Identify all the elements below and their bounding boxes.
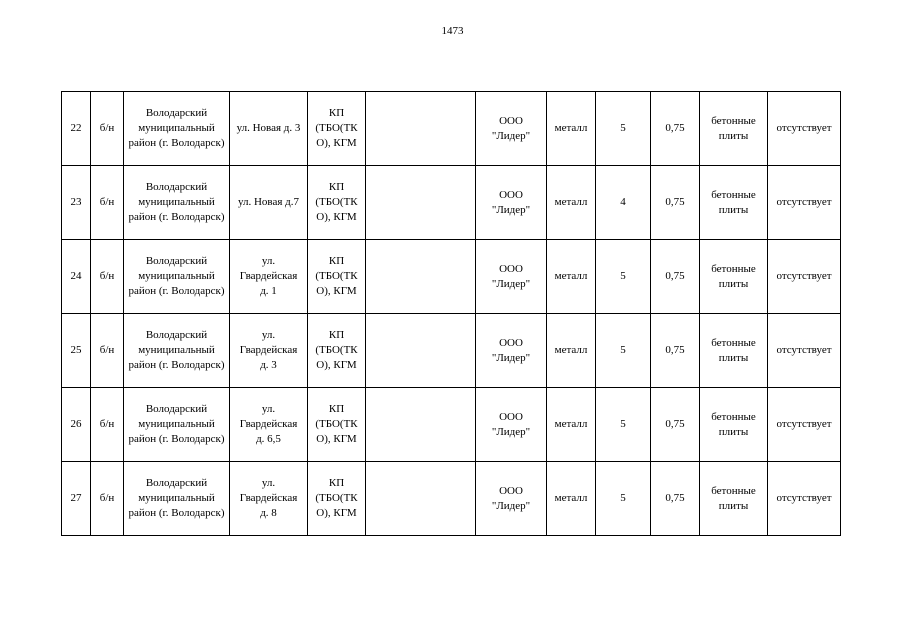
surface-type-cell [700, 388, 768, 462]
waste-type-cell [308, 240, 366, 314]
street-address-cell-line: ул. [261, 329, 276, 341]
street-address-cell-line: ул. [261, 477, 276, 489]
container-volume-cell: 0,75 [651, 462, 700, 536]
container-count-cell: 5 [596, 92, 651, 166]
container-material-cell: металл [547, 166, 596, 240]
waste-type-cell-line: КП [328, 403, 345, 415]
district-cell: Володарский муниципальный район (г. Володарск) [124, 92, 230, 166]
operator-company-cell-line: ООО [499, 262, 523, 275]
surface-type-cell-line: плиты [718, 277, 749, 290]
surface-type-cell-line: плиты [718, 499, 749, 512]
operator-company-cell [476, 240, 547, 314]
waste-type-cell-line: КП [328, 107, 345, 119]
blank-cell [366, 462, 476, 536]
operator-company-cell-line: ООО [499, 114, 523, 127]
surface-type-cell-line: бетонные [711, 114, 756, 127]
blank-cell [366, 240, 476, 314]
district-cell: Володарский муниципальный район (г. Володарск) [124, 166, 230, 240]
waste-type-cell-line: О), КГМ [316, 433, 357, 445]
operator-company-cell [476, 92, 547, 166]
table-row [62, 240, 841, 314]
street-address-cell [230, 92, 308, 166]
operator-company-cell-line: ООО [499, 410, 523, 423]
operator-company-cell [476, 166, 547, 240]
street-address-cell-line: Гвардейская [239, 344, 298, 356]
surface-type-cell-line: плиты [718, 203, 749, 216]
container-count-cell: 5 [596, 388, 651, 462]
operator-company-cell [476, 388, 547, 462]
container-material-cell: металл [547, 314, 596, 388]
registry-id-cell: б/н [91, 166, 124, 240]
waste-type-cell-line: КП [328, 181, 345, 193]
waste-type-cell-line: О), КГМ [316, 507, 357, 519]
row-number-cell: 25 [62, 314, 91, 388]
blank-cell [366, 92, 476, 166]
fence-status-cell: отсутствует [768, 314, 841, 388]
street-address-cell [230, 240, 308, 314]
blank-cell [366, 388, 476, 462]
surface-type-cell-line: бетонные [711, 262, 756, 275]
page-number: 1473 [441, 25, 464, 37]
waste-type-cell-line: (ТБО(ТК [315, 344, 358, 356]
container-count-cell: 5 [596, 314, 651, 388]
row-number-cell: 24 [62, 240, 91, 314]
registry-id-cell: б/н [91, 92, 124, 166]
waste-type-cell [308, 166, 366, 240]
surface-type-cell-line: бетонные [711, 410, 756, 423]
surface-type-cell [700, 314, 768, 388]
waste-type-cell [308, 92, 366, 166]
table-row [62, 166, 841, 240]
surface-type-cell [700, 240, 768, 314]
container-count-cell: 4 [596, 166, 651, 240]
registry-id-cell: б/н [91, 462, 124, 536]
waste-type-cell [308, 388, 366, 462]
operator-company-cell [476, 314, 547, 388]
operator-company-cell-line: ООО [499, 484, 523, 497]
fence-status-cell: отсутствует [768, 388, 841, 462]
surface-type-cell [700, 166, 768, 240]
surface-type-cell [700, 462, 768, 536]
surface-type-cell [700, 92, 768, 166]
registry-id-cell: б/н [91, 314, 124, 388]
waste-type-cell-line: КП [328, 329, 345, 341]
waste-type-cell [308, 314, 366, 388]
street-address-cell [230, 166, 308, 240]
district-cell: Володарский муниципальный район (г. Володарск) [124, 388, 230, 462]
street-address-cell [230, 462, 308, 536]
street-address-cell [230, 388, 308, 462]
street-address-cell-line: Гвардейская [239, 492, 298, 504]
operator-company-cell-line: "Лидер" [491, 203, 531, 216]
waste-type-cell-line: КП [328, 255, 345, 267]
operator-company-cell [476, 462, 547, 536]
district-cell: Володарский муниципальный район (г. Володарск) [124, 240, 230, 314]
row-number-cell: 23 [62, 166, 91, 240]
operator-company-cell-line: "Лидер" [491, 425, 531, 438]
waste-type-cell [308, 462, 366, 536]
street-address-cell-line: ул. Новая д.7 [237, 196, 300, 208]
table-row [62, 314, 841, 388]
street-address-cell-line: Гвардейская [239, 418, 298, 430]
row-number-cell: 26 [62, 388, 91, 462]
container-volume-cell: 0,75 [651, 166, 700, 240]
surface-type-cell-line: плиты [718, 129, 749, 142]
fence-status-cell: отсутствует [768, 92, 841, 166]
table-row [62, 462, 841, 536]
street-address-cell-line: д. 6,5 [256, 433, 281, 445]
operator-company-cell-line: "Лидер" [491, 277, 531, 290]
street-address-cell-line: ул. [261, 403, 276, 415]
container-material-cell: металл [547, 462, 596, 536]
container-material-cell: металл [547, 92, 596, 166]
container-count-cell: 5 [596, 240, 651, 314]
container-volume-cell: 0,75 [651, 388, 700, 462]
waste-site-registry-table [61, 91, 841, 536]
waste-type-cell-line: О), КГМ [316, 359, 357, 371]
street-address-cell-line: ул. Новая д. 3 [236, 122, 301, 134]
street-address-cell-line: д. 8 [260, 507, 277, 519]
registry-id-cell: б/н [91, 240, 124, 314]
container-volume-cell: 0,75 [651, 92, 700, 166]
district-cell: Володарский муниципальный район (г. Володарск) [124, 314, 230, 388]
street-address-cell-line: д. 1 [260, 285, 277, 297]
operator-company-cell-line: "Лидер" [491, 351, 531, 364]
operator-company-cell-line: "Лидер" [491, 499, 531, 512]
row-number-cell: 27 [62, 462, 91, 536]
container-volume-cell: 0,75 [651, 314, 700, 388]
surface-type-cell-line: плиты [718, 425, 749, 438]
waste-type-cell-line: О), КГМ [316, 285, 357, 297]
registry-body [62, 92, 841, 536]
registry-id-cell: б/н [91, 388, 124, 462]
street-address-cell-line: Гвардейская [239, 270, 298, 282]
street-address-cell [230, 314, 308, 388]
fence-status-cell: отсутствует [768, 462, 841, 536]
blank-cell [366, 314, 476, 388]
row-number-cell: 22 [62, 92, 91, 166]
waste-type-cell-line: (ТБО(ТК [315, 122, 358, 134]
surface-type-cell-line: плиты [718, 351, 749, 364]
container-material-cell: металл [547, 388, 596, 462]
surface-type-cell-line: бетонные [711, 336, 756, 349]
waste-type-cell-line: (ТБО(ТК [315, 492, 358, 504]
district-cell: Володарский муниципальный район (г. Володарск) [124, 462, 230, 536]
surface-type-cell-line: бетонные [711, 188, 756, 201]
blank-cell [366, 166, 476, 240]
waste-type-cell-line: (ТБО(ТК [315, 418, 358, 430]
table-row [62, 388, 841, 462]
operator-company-cell-line: ООО [499, 336, 523, 349]
waste-type-cell-line: О), КГМ [316, 137, 357, 149]
fence-status-cell: отсутствует [768, 166, 841, 240]
container-volume-cell: 0,75 [651, 240, 700, 314]
waste-type-cell-line: О), КГМ [316, 211, 357, 223]
container-material-cell: металл [547, 240, 596, 314]
operator-company-cell-line: ООО [499, 188, 523, 201]
fence-status-cell: отсутствует [768, 240, 841, 314]
street-address-cell-line: д. 3 [260, 359, 277, 371]
waste-type-cell-line: (ТБО(ТК [315, 196, 358, 208]
surface-type-cell-line: бетонные [711, 484, 756, 497]
container-count-cell: 5 [596, 462, 651, 536]
street-address-cell-line: ул. [261, 255, 276, 267]
waste-type-cell-line: (ТБО(ТК [315, 270, 358, 282]
table-row [62, 92, 841, 166]
waste-type-cell-line: КП [328, 477, 345, 489]
operator-company-cell-line: "Лидер" [491, 129, 531, 142]
